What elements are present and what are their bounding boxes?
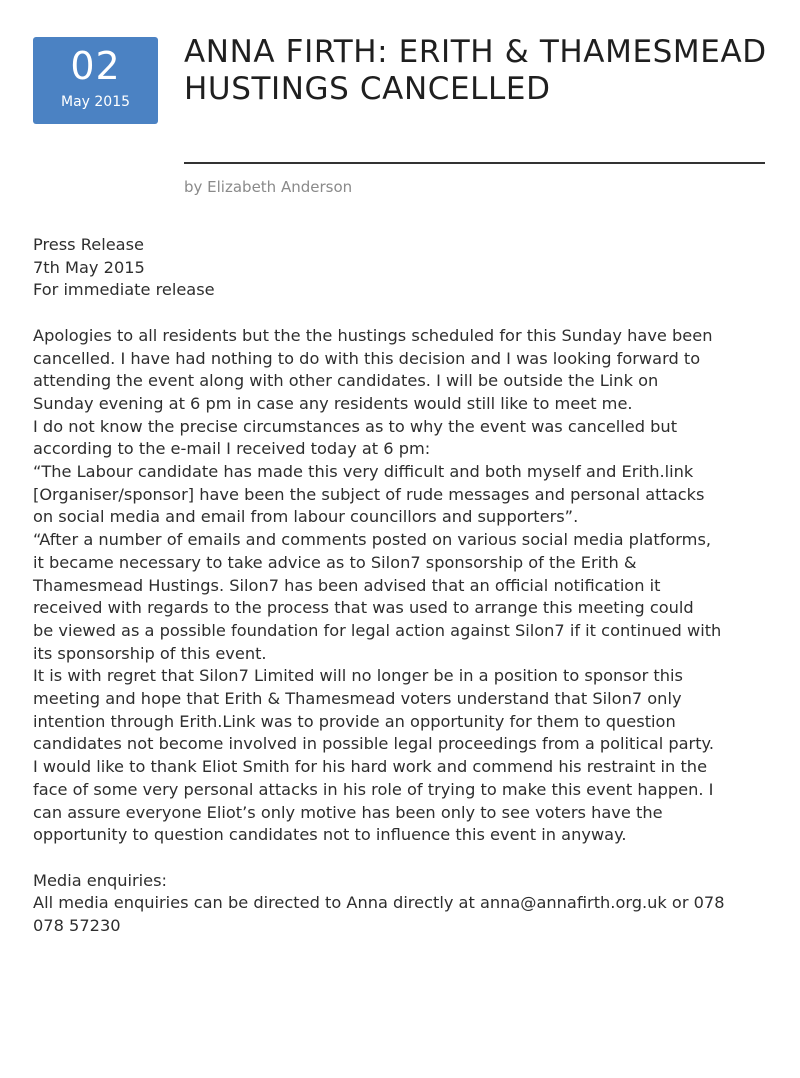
body-line: “After a number of emails and comments posted on various social media platforms, — [33, 530, 712, 550]
media-contact-line: All media enquiries can be directed to Anna directly at anna@annafirth.org.uk or 078 — [33, 893, 725, 913]
body-line: its sponsorship of this event. — [33, 643, 267, 663]
press-release-label: Press Release — [33, 235, 144, 254]
body-line: I do not know the precise circumstances as to why the event was cancelled but — [33, 416, 678, 436]
press-release-header — [33, 234, 773, 302]
media-heading: Media enquiries: — [33, 870, 168, 890]
release-date: 7th May 2015 — [33, 257, 145, 277]
body-line: opportunity to question candidates not to influence this event in anyway. — [33, 825, 627, 845]
body-line: received with regards to the process that was used to arrange this meeting could — [33, 598, 694, 618]
date-day: 02 — [70, 44, 121, 88]
body-line: Apologies to all residents but the the hustings scheduled for this Sunday have been — [33, 325, 713, 345]
body-line: I would like to thank Eliot Smith for his hard work and commend his restraint in the — [33, 757, 708, 777]
body-line: Thamesmead Hustings. Silon7 has been advised that an official notification it — [33, 575, 661, 595]
article-body — [33, 234, 773, 938]
body-line: face of some very personal attacks in his role of trying to make this event happen. I — [33, 779, 714, 799]
media-contact-line: 078 57230 — [33, 916, 121, 936]
body-line: attending the event along with other candidates. I will be outside the Link on — [33, 371, 659, 391]
article-byline: by Elizabeth Anderson — [184, 178, 353, 196]
body-line: can assure everyone Eliot’s only motive has been only to see voters have the — [33, 802, 663, 822]
body-line: meeting and hope that Erith & Thamesmead voters understand that Silon7 only — [33, 689, 682, 709]
date-badge — [33, 37, 158, 124]
body-line: It is with regret that Silon7 Limited will no longer be in a position to sponsor this — [33, 666, 683, 686]
body-line: “The Labour candidate has made this very difficult and both myself and Erith.link — [33, 462, 694, 482]
body-line: according to the e-mail I received today at 6 pm: — [33, 439, 431, 459]
body-line: [Organiser/sponsor] have been the subject of rude messages and personal attacks — [33, 484, 705, 504]
body-line: intention through Erith.Link was to provide an opportunity for them to question — [33, 711, 676, 731]
release-notice: For immediate release — [33, 280, 215, 300]
body-line: candidates not become involved in possible legal proceedings from a political party. — [33, 734, 714, 754]
title-divider — [184, 162, 765, 164]
spacer — [33, 847, 773, 870]
body-line: Sunday evening at 6 pm in case any residents would still like to meet me. — [33, 393, 633, 413]
article-title: ANNA FIRTH: ERITH & THAMESMEAD HUSTINGS CANCELLED — [184, 34, 767, 107]
body-line: it became necessary to take advice as to Silon7 sponsorship of the Erith & — [33, 552, 637, 572]
spacer — [33, 302, 773, 325]
body-line: cancelled. I have had nothing to do with this decision and I was looking forward to — [33, 348, 701, 368]
body-line: be viewed as a possible foundation for legal action against Silon7 if it continued with — [33, 620, 722, 640]
statement-paragraph — [33, 325, 773, 847]
media-enquiries — [33, 870, 773, 938]
body-line: on social media and email from labour councillors and supporters”. — [33, 507, 579, 527]
date-month-year: May 2015 — [60, 94, 131, 110]
